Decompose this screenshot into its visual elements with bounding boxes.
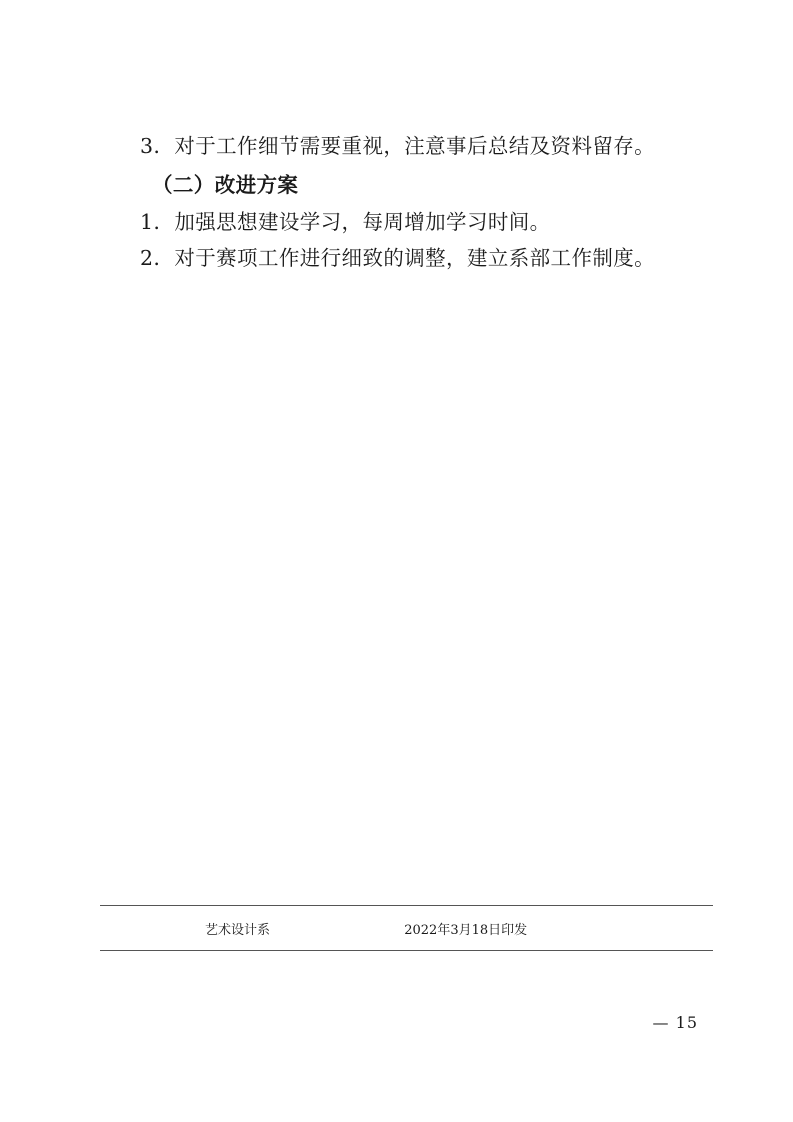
footer-department: 艺术设计系 bbox=[205, 922, 271, 938]
page-footer bbox=[100, 905, 713, 951]
page-number: — 15 bbox=[652, 1013, 698, 1032]
body-item-3: 3．对于工作细节需要重视，注意事后总结及资料留存。 bbox=[140, 134, 656, 158]
footer-issue-date: 2022年3月18日印发 bbox=[404, 922, 528, 938]
document-body bbox=[140, 130, 660, 277]
section-heading-improvement-plan: （二）改进方案 bbox=[152, 173, 299, 198]
body-item-2: 2．对于赛项工作进行细致的调整，建立系部工作制度。 bbox=[140, 245, 656, 270]
body-item-1: 1．加强思想建设学习，每周增加学习时间。 bbox=[140, 210, 551, 235]
footer-row bbox=[100, 906, 713, 950]
footer-bottom-rule bbox=[100, 950, 713, 951]
